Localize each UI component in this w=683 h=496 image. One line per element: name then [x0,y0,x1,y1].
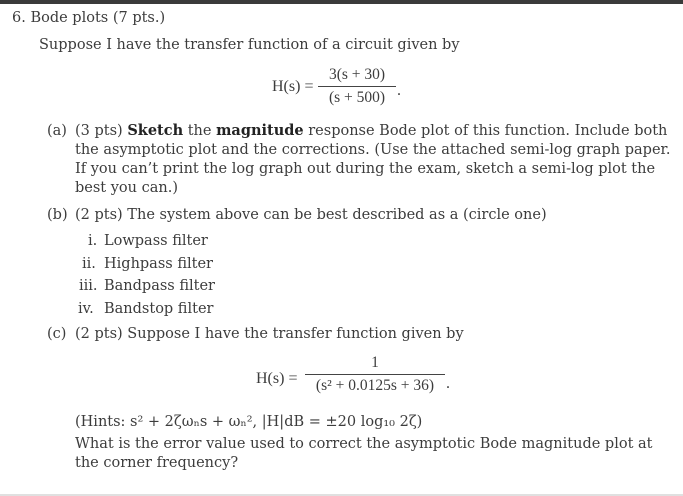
part-b-label: (b) [47,207,68,223]
eq1-numerator: 3(s + 30) [328,66,386,83]
option-iv-text: Bandstop filter [104,301,214,317]
part-a-line-4: best you can.) [75,180,178,196]
option-i-num: i. [88,233,98,249]
part-b-text: (2 pts) The system above can be best described as a (circle one) [75,207,547,223]
eq2-denominator: (s² + 0.0125s + 36) [315,377,435,394]
part-c-text: (2 pts) Suppose I have the transfer function given by [75,326,464,342]
intro-text: Suppose I have the transfer function of a circuit given by [39,37,460,53]
option-ii-text: Highpass filter [104,256,213,272]
top-border [0,0,683,4]
option-iii-text: Bandpass filter [104,278,215,294]
part-a-line-2: the asymptotic plot and the corrections. (Use the attached semi-log graph paper. [75,142,671,158]
hints-text: (Hints: s² + 2ζωₙs + ωₙ², |H|dB = ±20 log₁₀ 2ζ) [75,414,423,430]
question-line-1: What is the error value used to correct the asymptotic Bode magnitude plot at [75,436,653,452]
option-ii-num: ii. [82,256,96,272]
problem-heading [12,9,165,27]
fraction-bar [305,374,445,375]
eq2-end: . [446,375,450,392]
eq1-end: . [397,82,401,99]
part-a-line-3: If you can’t print the log graph out during the exam, sketch a semi-log plot the [75,161,656,177]
eq1-denominator: (s + 500) [328,89,386,106]
option-i-text: Lowpass filter [104,233,208,249]
eq1-fraction [318,66,396,107]
option-iii-num: iii. [79,278,98,294]
magnitude-bold: magnitude [216,122,304,139]
part-a-label: (a) [47,123,67,139]
fraction-bar [318,86,396,87]
option-iv-num: iv. [78,301,94,317]
question-line-2: the corner frequency? [75,455,239,471]
eq2-lhs: H(s) = [256,370,298,387]
problem-number: 6. [12,10,26,26]
part-a-line-1: (3 pts) Sketch the magnitude response Bode plot of this function. Include both [75,122,668,139]
eq1-lhs: H(s) = [272,78,314,95]
part-c-label: (c) [47,326,67,342]
eq2-fraction [305,354,445,395]
eq2-numerator: 1 [371,354,379,371]
sketch-bold: Sketch [127,122,184,139]
problem-title: Bode plots (7 pts.) [30,10,166,26]
